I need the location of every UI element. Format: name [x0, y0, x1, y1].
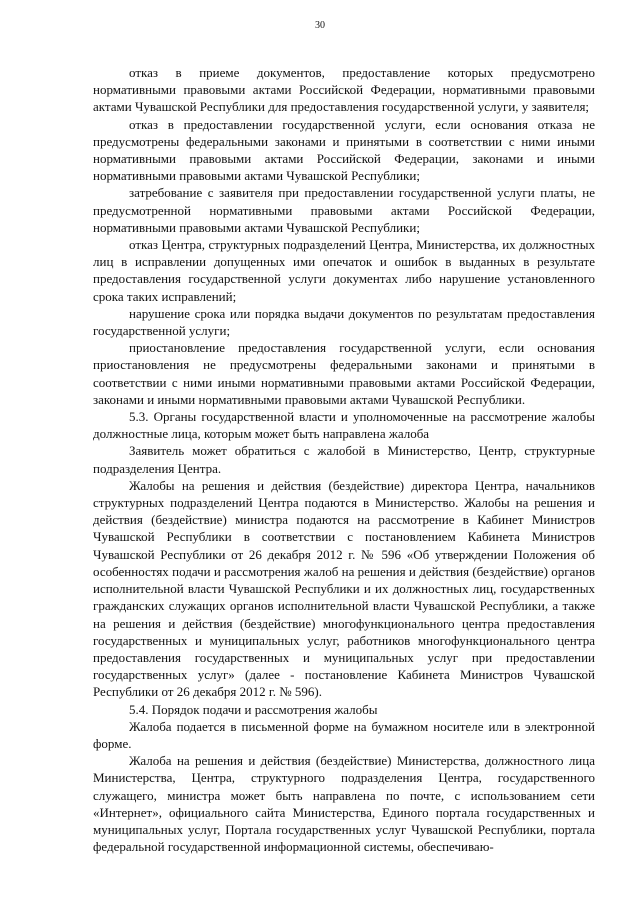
paragraph: нарушение срока или порядка выдачи документов по результатам предоставления государственной услуги;	[93, 305, 595, 339]
document-body	[93, 64, 595, 855]
paragraph: Жалоба подается в письменной форме на бумажном носителе или в электронной форме.	[93, 718, 595, 751]
paragraph: отказ в предоставлении государственной услуги, если основания отказа не предусмотрены федеральными законами и принятыми в соответствии с ними иными нормативными правовыми актами Российской Федерации, законами и иными нормативными правовыми актами Чувашской Республики;	[93, 116, 595, 184]
paragraph: приостановление предоставления государственной услуги, если основания приостановления не предусмотрены федеральными законами и принятыми в соответствии с ними иными нормативными правовыми актами Российской Федерации, законами и иными нормативными правовыми актами Чувашской Республики.	[93, 340, 595, 407]
section-heading-5-4: 5.4. Порядок подачи и рассмотрения жалобы	[129, 701, 378, 717]
paragraph: Заявитель может обратиться с жалобой в Министерство, Центр, структурные подразделения Центра.	[93, 443, 595, 476]
paragraph: отказ Центра, структурных подразделений Центра, Министерства, их должностных лиц в исправлении допущенных ими опечаток и ошибок в выданных в результате предоставления государственной услуги документах либо нарушение установленного срока таких исправлений;	[93, 237, 595, 304]
paragraph: отказ в приеме документов, предоставление которых предусмотрено нормативными правовыми актами Российской Федерации, нормативными правовыми актами Чувашской Республики для предоставления государственной услуги, у заявителя;	[93, 65, 595, 115]
page-number: 30	[315, 20, 325, 31]
section-heading-5-3: 5.3. Органы государственной власти и уполномоченные на рассмотрение жалобы должностные лица, которым может быть направлена жалоба	[93, 409, 595, 442]
paragraph: Жалоба на решения и действия (бездействие) Министерства, должностного лица Министерства, Центра, структурного подразделения Центра, государственного служащего, министра может быть направлена по почте, с использованием сети «Интернет», официального сайта Министерства, Единого портала государственных и муниципальных услуг, Портала государственных услуг Чувашской Республики, портала федеральной государственной информационной системы, обеспечиваю-	[93, 753, 595, 855]
paragraph: Жалобы на решения и действия (бездействие) директора Центра, начальников структурных подразделений Центра подаются в Министерство. Жалобы на решения и действия (бездействие) министра подаются на рассмотрение в Кабинет Министров Чувашской Республики в соответствии с постановлением Кабинета Министров Чувашской Республики от 26 декабря 2012 г. № 596 «Об утверждении Положения об особенностях подачи и рассмотрения жалоб на решения и действия (бездействие) органов исполнительной власти Чувашской Республики и их должностных лиц, государственных гражданских служащих органов исполнительной власти Чувашской Республики, а также на решения и действия (бездействие) многофункционального центра предоставления государственных и муниципальных услуг, работников многофункционального центра предоставления государственных и муниципальных услуг при предоставлении государственных услуг» (далее - постановление Кабинета Министров Чувашской Республики от 26 декабря 2012 г. № 596).	[93, 477, 595, 700]
paragraph: затребование с заявителя при предоставлении государственной услуги платы, не предусмотренной нормативными правовыми актами Российской Федерации, нормативными правовыми актами Чувашской Республики;	[93, 185, 595, 235]
